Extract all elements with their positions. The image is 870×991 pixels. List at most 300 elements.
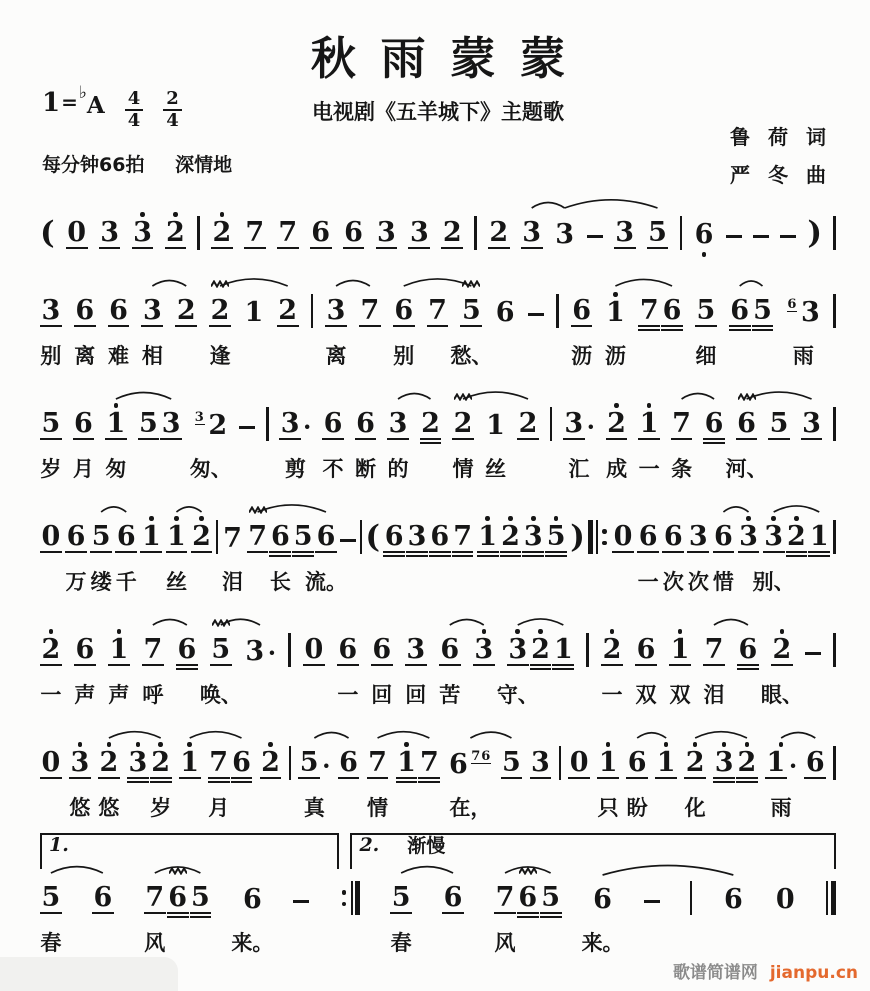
note-digit: 6 xyxy=(723,884,743,915)
lyric-syllable: 难 xyxy=(108,343,130,368)
note-digit: 0 xyxy=(41,521,61,552)
volta-label: 2. xyxy=(359,834,380,856)
note-digit: 1 xyxy=(670,634,690,665)
note-digit: 5 xyxy=(461,295,481,326)
tempo-marking: 每分钟66拍 xyxy=(42,154,145,176)
note-digit: 6 xyxy=(627,747,647,778)
barline xyxy=(833,633,836,667)
note-digit: 3 xyxy=(161,408,181,439)
lyric-syllable: 情 xyxy=(367,795,389,820)
lyric-syllable: 雨 xyxy=(792,343,814,368)
note-token xyxy=(545,514,567,562)
note-body xyxy=(605,299,627,327)
note-digit: 1 xyxy=(109,634,129,665)
subtitle: 电视剧《五羊城下》主题歌 xyxy=(312,99,564,124)
mordent-icon xyxy=(249,506,267,514)
note-body xyxy=(325,297,347,327)
note-token xyxy=(367,740,389,788)
lyric-syllable: 泪 xyxy=(703,682,725,707)
note-body xyxy=(90,523,112,553)
lyric-syllable: 别 xyxy=(393,343,415,368)
lyric-syllable: 悠 xyxy=(69,795,91,820)
note-token xyxy=(73,401,95,449)
note-body xyxy=(729,297,751,327)
key-letter: A xyxy=(86,92,105,119)
note-body xyxy=(530,749,552,779)
note-digit: 3 xyxy=(474,634,494,665)
notes-row xyxy=(40,397,836,449)
note-token xyxy=(99,210,121,258)
note-token xyxy=(408,210,430,258)
volta-label: 1. xyxy=(49,834,69,856)
note-body xyxy=(626,749,648,779)
lyric-syllable: 次 xyxy=(687,569,709,594)
note-digit: 6 xyxy=(430,521,450,552)
lyric-syllable: 风 xyxy=(144,930,166,955)
note-body xyxy=(500,523,522,553)
note-token xyxy=(140,514,162,562)
note-digit: 2 xyxy=(787,521,806,552)
lyric-syllable: 真 xyxy=(303,795,325,820)
lyric-syllable: 成 xyxy=(606,456,628,481)
lyric-syllable: 沥 xyxy=(571,343,593,368)
note-body xyxy=(303,636,325,666)
note-body xyxy=(447,751,493,779)
note-digit: 6 xyxy=(384,521,404,552)
note-body xyxy=(477,523,499,553)
mordent-icon xyxy=(462,280,480,288)
note-body xyxy=(132,219,154,249)
note-token xyxy=(703,401,725,449)
note-digit: 6 xyxy=(518,882,538,913)
note-body xyxy=(722,886,744,914)
note-token xyxy=(166,514,188,562)
note-body xyxy=(752,297,774,327)
note-digit: 2 xyxy=(166,217,185,248)
note-body xyxy=(473,636,495,666)
note-body xyxy=(774,886,796,914)
system-line-1 xyxy=(40,186,836,260)
note-token xyxy=(460,288,482,336)
note-digit: 6 xyxy=(694,219,714,250)
note-token xyxy=(244,210,266,258)
note-digit: 7 xyxy=(278,217,298,248)
note-body xyxy=(737,636,759,666)
note-body xyxy=(507,636,529,666)
note-body xyxy=(190,884,212,914)
grace-note: 76 xyxy=(471,749,492,764)
lyric-syllable: 情 xyxy=(452,456,474,481)
song-title: 秋雨蒙蒙 xyxy=(310,32,590,85)
time-sig-numerator: 4 xyxy=(125,90,144,111)
lyric-syllable: 泪 xyxy=(221,569,243,594)
note-token xyxy=(606,401,628,449)
note-digit: 7 xyxy=(209,747,229,778)
note-cluster xyxy=(247,514,337,562)
note-token xyxy=(132,210,154,258)
note-cluster xyxy=(713,740,758,788)
note-token xyxy=(325,288,347,336)
lyric-syllable: 的 xyxy=(387,456,409,481)
note-token xyxy=(211,210,233,258)
note-body xyxy=(661,297,683,327)
note-body xyxy=(655,749,677,779)
note-token xyxy=(500,514,522,562)
note-body xyxy=(452,410,474,440)
note-token xyxy=(343,210,365,258)
note-digit: 1 xyxy=(478,521,498,552)
note-digit: 1 xyxy=(809,521,829,552)
note-digit: 6 xyxy=(443,882,463,913)
barline xyxy=(556,294,559,328)
note-body xyxy=(343,219,365,249)
note-token xyxy=(359,288,381,336)
note-token xyxy=(243,290,265,336)
note-token xyxy=(661,288,683,336)
time-sig-denominator: 4 xyxy=(127,110,141,131)
note-digit: 2 xyxy=(212,217,232,248)
note-token xyxy=(635,627,657,675)
note-body xyxy=(247,523,269,553)
lyric-syllable: 苦 xyxy=(439,682,461,707)
note-token xyxy=(703,627,725,675)
note-body xyxy=(695,297,717,327)
note-body xyxy=(279,410,311,440)
note-digit: 2 xyxy=(772,634,792,665)
mordent-icon xyxy=(169,867,187,875)
note-digit: 7 xyxy=(360,295,380,326)
note-digit: 2 xyxy=(607,408,626,439)
note-token xyxy=(393,288,415,336)
note-body xyxy=(545,523,567,553)
composer: 严冬曲 xyxy=(730,163,844,187)
note-digit: 6 xyxy=(270,521,290,552)
note-token xyxy=(592,877,614,923)
note-body xyxy=(405,636,427,666)
lyric-syllable: 条 xyxy=(671,456,693,481)
note-token xyxy=(193,403,229,449)
note-digit: 6 xyxy=(495,297,515,328)
note-cluster xyxy=(138,401,183,449)
time-sig-numerator: 2 xyxy=(163,90,182,111)
note-digit: 7 xyxy=(245,217,265,248)
note-digit: 7 xyxy=(453,521,472,552)
note-body xyxy=(488,219,510,249)
note-cluster xyxy=(208,740,253,788)
note-body xyxy=(141,297,163,327)
note-body xyxy=(396,749,418,779)
augmentation-dot: · xyxy=(322,751,331,780)
note-digit: 7 xyxy=(368,747,387,778)
note-token xyxy=(494,875,516,923)
note-token xyxy=(40,401,62,449)
note-digit: 1 xyxy=(606,297,625,328)
note-body xyxy=(209,297,231,327)
note-body xyxy=(460,297,482,327)
system-line-4 xyxy=(40,486,836,599)
note-digit: 1 xyxy=(598,747,618,778)
note-body xyxy=(738,523,760,553)
note-digit: 3 xyxy=(142,295,162,326)
note-token xyxy=(98,740,120,788)
note-token xyxy=(442,875,464,923)
repeat-start-sign xyxy=(588,520,609,554)
note-body xyxy=(298,749,330,779)
note-cluster xyxy=(638,288,683,336)
lyric-syllable: 千 xyxy=(115,569,137,594)
lyric-syllable: 回 xyxy=(371,682,393,707)
note-digit: 3 xyxy=(802,408,821,439)
note-body xyxy=(142,636,164,666)
note-cluster xyxy=(383,514,473,562)
note-token xyxy=(439,627,461,675)
note-digit: 6 xyxy=(109,295,128,326)
note-token xyxy=(801,401,823,449)
note-token xyxy=(447,742,493,788)
note-body xyxy=(606,410,628,440)
note-token xyxy=(507,627,529,675)
barline xyxy=(559,746,562,780)
note-token xyxy=(92,875,114,923)
note-token xyxy=(108,627,130,675)
mordent-icon xyxy=(212,619,230,627)
note-body xyxy=(193,412,229,440)
note-body xyxy=(277,297,299,327)
lyric-syllable: 眼、 xyxy=(760,682,803,707)
note-body xyxy=(637,523,659,553)
note-body xyxy=(231,749,253,779)
note-token xyxy=(40,875,62,923)
note-digit: 6 xyxy=(339,747,358,778)
lyric-syllable: 化 xyxy=(684,795,706,820)
parenthesis: ) xyxy=(807,215,823,251)
note-token xyxy=(376,210,398,258)
dash-note xyxy=(644,900,660,904)
credits xyxy=(730,118,844,194)
note-token xyxy=(40,514,62,562)
note-body xyxy=(568,749,590,779)
note-body xyxy=(763,523,785,553)
lyric-syllable: 万 xyxy=(65,569,87,594)
note-token xyxy=(40,627,62,675)
note-token xyxy=(420,401,442,449)
corner-watermark-box xyxy=(0,957,178,991)
note-digit: 6 xyxy=(372,634,392,665)
thin-barline xyxy=(826,881,828,915)
note-digit: 6 xyxy=(805,747,825,778)
lyric-syllable: 别 xyxy=(40,343,62,368)
watermark-site: 歌谱简谱网 xyxy=(672,963,758,983)
note-digit: 1 xyxy=(639,408,659,439)
note-body xyxy=(563,410,595,440)
note-digit: 2 xyxy=(99,747,119,778)
note-token xyxy=(65,514,87,562)
note-token xyxy=(141,288,163,336)
repeat-dots xyxy=(342,890,347,906)
note-token xyxy=(277,288,299,336)
note-token xyxy=(738,514,760,562)
note-digit: 6 xyxy=(344,217,363,248)
note-token xyxy=(279,401,311,449)
note-body xyxy=(390,884,412,914)
note-body xyxy=(571,297,593,327)
note-token xyxy=(269,514,291,562)
note-digit: 3 xyxy=(377,217,396,248)
time-signature-2 xyxy=(163,90,182,130)
note-token xyxy=(768,401,790,449)
lyric-syllable: 春 xyxy=(390,930,412,955)
note-token xyxy=(563,401,595,449)
note-digit: 5 xyxy=(299,747,319,778)
note-digit: 6 xyxy=(636,634,656,665)
note-cluster xyxy=(396,740,441,788)
note-digit: 6 xyxy=(338,634,358,665)
note-body xyxy=(241,886,263,914)
note-digit: 6 xyxy=(730,295,750,326)
augmentation-dot: · xyxy=(267,638,277,667)
note-token xyxy=(763,514,785,562)
note-body xyxy=(371,636,393,666)
note-token xyxy=(241,877,263,923)
notes-row xyxy=(40,736,836,788)
note-body xyxy=(65,523,87,553)
note-body xyxy=(138,410,160,440)
note-body xyxy=(74,636,96,666)
note-cluster xyxy=(494,875,561,923)
lyric-syllable: 次 xyxy=(662,569,684,594)
lyric-syllable: 风 xyxy=(494,930,516,955)
note-token xyxy=(517,875,539,923)
parenthesis: ( xyxy=(40,215,55,251)
note-token xyxy=(210,627,232,675)
note-digit: 3 xyxy=(615,217,634,248)
dash-note xyxy=(528,313,544,317)
note-token xyxy=(231,740,253,788)
note-token xyxy=(405,627,427,675)
barline xyxy=(289,746,292,780)
header xyxy=(40,0,844,187)
note-body xyxy=(771,636,793,666)
note-token xyxy=(473,627,495,675)
note-digit: 6 xyxy=(663,521,683,552)
note-token xyxy=(530,740,552,788)
note-digit: 7 xyxy=(419,747,439,778)
notes-row xyxy=(40,871,836,923)
note-token xyxy=(142,627,164,675)
octave-dot xyxy=(702,252,707,257)
note-token xyxy=(208,740,230,788)
note-digit: 5 xyxy=(546,521,566,552)
note-body xyxy=(191,523,213,553)
dash-note xyxy=(780,235,796,239)
dash-note xyxy=(340,539,356,543)
note-digit: 0 xyxy=(67,217,87,248)
note-token xyxy=(786,514,808,562)
note-body xyxy=(494,884,516,914)
note-body xyxy=(338,749,360,779)
note-digit: 6 xyxy=(323,408,343,439)
note-digit: 5 xyxy=(753,295,772,326)
lyric-syllable: 盼 xyxy=(626,795,648,820)
mordent-icon xyxy=(211,280,229,288)
volta-bracket xyxy=(40,833,339,869)
note-token xyxy=(160,401,182,449)
note-digit: 0 xyxy=(775,884,795,915)
lyric-syllable: 匆 xyxy=(105,456,127,481)
octave-dots-below xyxy=(702,249,707,258)
repeat-dot xyxy=(342,902,347,907)
expression-marking: 深情地 xyxy=(175,154,233,176)
barline xyxy=(833,216,836,250)
note-token xyxy=(713,740,735,788)
lyric-syllable: 呼 xyxy=(142,682,164,707)
note-digit: 3 xyxy=(326,295,346,326)
note-token xyxy=(429,514,451,562)
note-body xyxy=(684,749,706,779)
note-body xyxy=(736,749,758,779)
note-body xyxy=(418,749,440,779)
note-body xyxy=(427,297,449,327)
system-line-2 xyxy=(40,260,836,373)
note-token xyxy=(176,627,198,675)
note-digit: 3 xyxy=(522,217,542,248)
note-digit: 7 xyxy=(495,882,515,913)
note-token xyxy=(736,401,758,449)
note-digit: 6 xyxy=(75,295,95,326)
note-body xyxy=(442,884,464,914)
note-token xyxy=(494,290,516,336)
note-digit: 6 xyxy=(66,521,86,552)
note-token xyxy=(736,740,758,788)
lyric-syllable: 惜 xyxy=(712,569,734,594)
note-digit: 2 xyxy=(489,217,509,248)
repeat-dots xyxy=(602,529,607,545)
lyric-syllable: 双 xyxy=(635,682,657,707)
note-token xyxy=(638,288,660,336)
note-body xyxy=(243,299,265,327)
note-token xyxy=(303,627,325,675)
note-digit: 3 xyxy=(714,747,734,778)
note-body xyxy=(614,219,636,249)
note-token xyxy=(530,627,552,675)
system-line-3 xyxy=(40,373,836,486)
lyric-syllable: 月 xyxy=(208,795,230,820)
note-digit: 2 xyxy=(737,747,757,778)
note-digit: 5 xyxy=(648,217,667,248)
note-digit: 5 xyxy=(293,521,313,552)
watermark-domain-link[interactable]: jianpu.cn xyxy=(769,963,858,983)
note-digit: 2 xyxy=(41,634,61,665)
note-digit: 6 xyxy=(242,884,262,915)
note-digit: 0 xyxy=(613,521,633,552)
note-digit: 6 xyxy=(704,408,724,439)
note-digit: 6 xyxy=(737,408,756,439)
lyric-syllable: 缕 xyxy=(90,569,112,594)
thick-barline xyxy=(588,520,593,554)
note-body xyxy=(429,523,451,553)
note-body xyxy=(554,221,576,249)
note-digit: 7 xyxy=(143,634,163,665)
note-body xyxy=(322,410,344,440)
note-cluster xyxy=(144,875,211,923)
note-digit: 6 xyxy=(440,634,460,665)
note-token xyxy=(771,627,793,675)
lyric-syllable: 离 xyxy=(325,343,347,368)
barline xyxy=(360,520,363,554)
note-digit: 6 xyxy=(356,408,375,439)
note-body xyxy=(260,749,282,779)
tempo-change-label: 渐慢 xyxy=(407,835,446,857)
